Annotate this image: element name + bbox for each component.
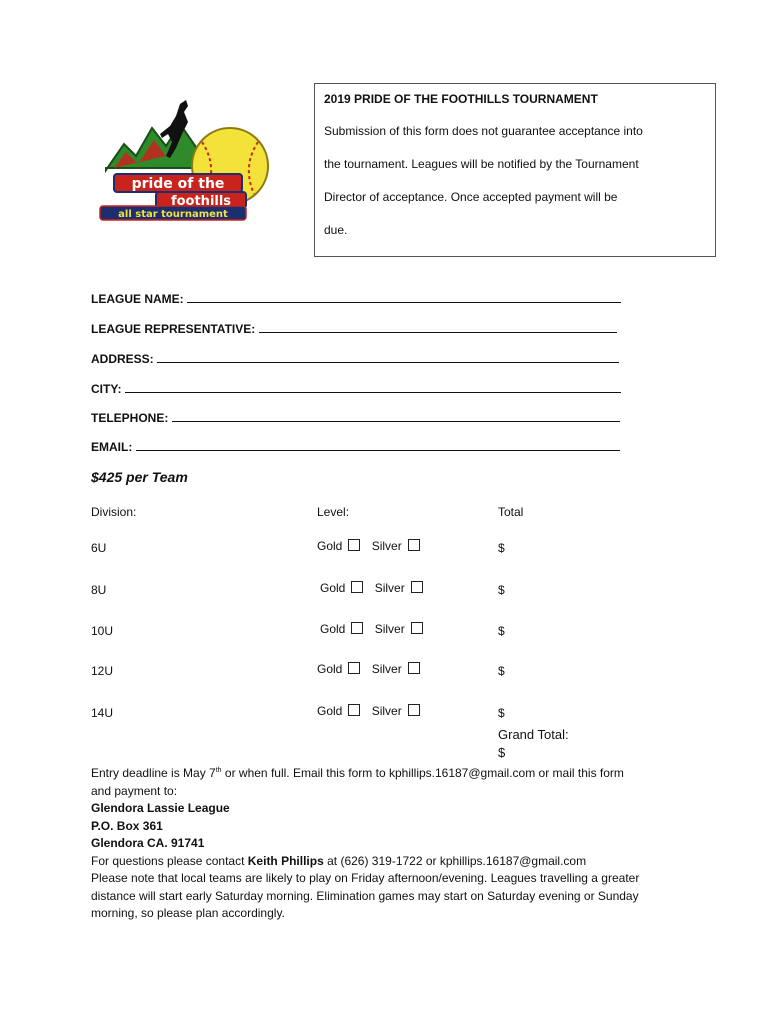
tournament-logo	[96, 98, 272, 228]
notice-line: due.	[324, 223, 348, 237]
league-name-field[interactable]	[91, 291, 621, 306]
email-label: EMAIL:	[91, 440, 133, 454]
division-label: 12U	[91, 664, 114, 678]
row-total[interactable]: $	[498, 541, 505, 555]
org-name: Glendora Lassie League	[91, 801, 230, 815]
questions-pre: For questions please contact	[91, 854, 248, 868]
logo-line3: all star tournament	[118, 209, 228, 220]
notice-title: 2019 PRIDE OF THE FOOTHILLS TOURNAMENT	[324, 92, 598, 106]
notice-line: the tournament. Leagues will be notified by the Tournament	[324, 157, 639, 171]
contact-name: Keith Phillips	[247, 854, 324, 868]
gold-checkbox[interactable]	[348, 539, 360, 551]
deadline-line2: and payment to:	[91, 784, 178, 798]
level-header: Level:	[317, 505, 350, 519]
league-rep-field[interactable]	[91, 321, 617, 336]
email-line[interactable]	[136, 439, 620, 451]
address-field[interactable]	[91, 351, 619, 366]
level-options	[317, 662, 420, 676]
gold-label: Gold	[320, 581, 346, 595]
telephone-label: TELEPHONE:	[91, 411, 169, 425]
address-label: ADDRESS:	[91, 352, 154, 366]
logo-line1: pride of the	[131, 176, 225, 192]
logo-graphic	[96, 98, 272, 228]
division-header: Division:	[91, 505, 137, 519]
gold-checkbox[interactable]	[348, 662, 360, 674]
division-label: 8U	[91, 583, 107, 597]
level-options	[320, 622, 423, 636]
questions-post: at (626) 319-1722 or kphillips.16187@gmail.com	[323, 854, 587, 868]
city-line[interactable]	[125, 381, 621, 393]
city-field[interactable]	[91, 381, 621, 396]
league-name-label: LEAGUE NAME:	[91, 292, 184, 306]
gold-label: Gold	[317, 704, 343, 718]
notice-line: Submission of this form does not guarantee acceptance into	[324, 124, 643, 138]
notice-line: Director of acceptance. Once accepted payment will be	[324, 190, 618, 204]
po-box: P.O. Box 361	[91, 819, 163, 833]
division-label: 10U	[91, 624, 114, 638]
city-label: CITY:	[91, 382, 122, 396]
silver-label: Silver	[374, 622, 405, 636]
address-line[interactable]	[157, 351, 619, 363]
row-total[interactable]: $	[498, 624, 505, 638]
silver-checkbox[interactable]	[408, 662, 420, 674]
grand-total-value[interactable]: $	[498, 745, 506, 760]
deadline-text	[91, 766, 624, 780]
silver-label: Silver	[374, 581, 405, 595]
telephone-line[interactable]	[172, 410, 620, 422]
level-options	[317, 704, 420, 718]
gold-checkbox[interactable]	[351, 622, 363, 634]
league-rep-line[interactable]	[259, 321, 617, 333]
gold-label: Gold	[317, 662, 343, 676]
silver-checkbox[interactable]	[408, 704, 420, 716]
gold-label: Gold	[320, 622, 346, 636]
gold-label: Gold	[317, 539, 343, 553]
grand-total-label: Grand Total:	[498, 727, 569, 742]
division-label: 6U	[91, 541, 107, 555]
gold-checkbox[interactable]	[351, 581, 363, 593]
row-total[interactable]: $	[498, 706, 505, 720]
division-label: 14U	[91, 706, 114, 720]
email-field[interactable]	[91, 439, 620, 454]
deadline-sup: th	[215, 767, 222, 774]
logo-line2: foothills	[170, 194, 232, 209]
level-options	[320, 581, 423, 595]
total-header: Total	[498, 505, 524, 519]
deadline-post: or when full. Email this form to kphillips.16187@gmail.com or mail this form	[221, 766, 624, 780]
note-line: morning, so please plan accordingly.	[91, 906, 285, 920]
league-rep-label: LEAGUE REPRESENTATIVE:	[91, 322, 256, 336]
org-city: Glendora CA. 91741	[91, 836, 205, 850]
telephone-field[interactable]	[91, 410, 620, 425]
row-total[interactable]: $	[498, 583, 505, 597]
deadline-pre: Entry deadline is May 7	[91, 766, 216, 780]
price-per-team: $425 per Team	[91, 469, 188, 485]
note-line: Please note that local teams are likely to play on Friday afternoon/evening. Leagues travelling a greater	[91, 871, 640, 885]
silver-checkbox[interactable]	[411, 581, 423, 593]
silver-label: Silver	[371, 662, 402, 676]
row-total[interactable]: $	[498, 664, 505, 678]
level-options	[317, 539, 420, 553]
silver-label: Silver	[371, 704, 402, 718]
league-name-line[interactable]	[187, 291, 621, 303]
questions-line	[91, 854, 586, 868]
note-line: distance will start early Saturday morning. Elimination games may start on Saturday evening or Sunday	[91, 889, 639, 903]
silver-label: Silver	[371, 539, 402, 553]
notice-box	[314, 83, 716, 257]
silver-checkbox[interactable]	[408, 539, 420, 551]
gold-checkbox[interactable]	[348, 704, 360, 716]
silver-checkbox[interactable]	[411, 622, 423, 634]
